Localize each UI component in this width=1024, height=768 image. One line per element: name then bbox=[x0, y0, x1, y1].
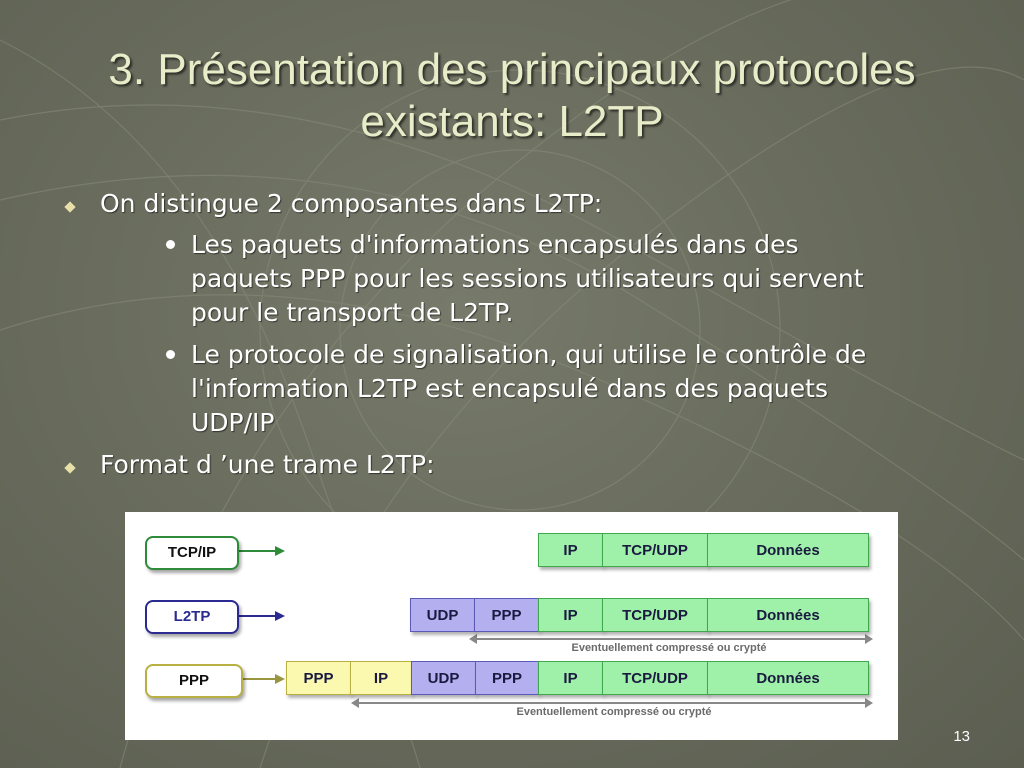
frame-cell-ip: IP bbox=[538, 598, 603, 632]
frame-cell-donnees: Données bbox=[707, 661, 869, 695]
sub-bullet-signaling bbox=[191, 338, 866, 440]
sub-bullet-line: paquets PPP pour les sessions utilisateurs qui servent bbox=[191, 264, 864, 293]
frame-cell-ppp: PPP bbox=[475, 661, 539, 695]
title-line-2: existants: L2TP bbox=[360, 97, 664, 146]
frame-cell-tcpudp: TCP/UDP bbox=[602, 661, 708, 695]
dot-bullet-icon bbox=[166, 350, 175, 359]
diamond-bullet-icon bbox=[64, 201, 75, 212]
sub-bullet-line: l'information L2TP est encapsulé dans des paquets bbox=[191, 374, 828, 403]
frame-cell-ip: IP bbox=[350, 661, 412, 695]
row-label-l2tp: L2TP bbox=[145, 600, 239, 634]
title-line-1: 3. Présentation des principaux protocoles bbox=[108, 45, 916, 94]
row-label-ppp: PPP bbox=[145, 664, 243, 698]
frame-cell-donnees: Données bbox=[707, 533, 869, 567]
bullet-frame-format: Format d ’une trame L2TP: bbox=[100, 450, 435, 479]
encryption-note: Eventuellement compressé ou crypté bbox=[480, 706, 748, 718]
frame-cell-udp: UDP bbox=[410, 598, 475, 632]
diamond-bullet-icon bbox=[64, 462, 75, 473]
sub-bullet-line: Le protocole de signalisation, qui utilise le contrôle de bbox=[191, 340, 867, 369]
frame-cell-tcpudp: TCP/UDP bbox=[602, 533, 708, 567]
frame-cell-udp: UDP bbox=[411, 661, 476, 695]
frame-cell-ppp: PPP bbox=[286, 661, 351, 695]
frame-cell-ip: IP bbox=[538, 661, 603, 695]
frame-cell-ip: IP bbox=[538, 533, 603, 567]
page-number: 13 bbox=[953, 728, 970, 745]
l2tp-frame-diagram bbox=[125, 512, 898, 740]
bullet-components: On distingue 2 composantes dans L2TP: bbox=[100, 189, 603, 218]
sub-bullet-line: UDP/IP bbox=[191, 408, 275, 437]
frame-cell-tcpudp: TCP/UDP bbox=[602, 598, 708, 632]
sub-bullet-line: pour le transport de L2TP. bbox=[191, 298, 514, 327]
frame-cell-ppp: PPP bbox=[474, 598, 539, 632]
slide-title bbox=[40, 44, 984, 148]
sub-bullet-data-packets bbox=[191, 228, 864, 330]
dot-bullet-icon bbox=[166, 240, 175, 249]
encryption-note: Eventuellement compressé ou crypté bbox=[535, 642, 803, 654]
row-label-tcpip: TCP/IP bbox=[145, 536, 239, 570]
frame-cell-donnees: Données bbox=[707, 598, 869, 632]
sub-bullet-line: Les paquets d'informations encapsulés dans des bbox=[191, 230, 799, 259]
